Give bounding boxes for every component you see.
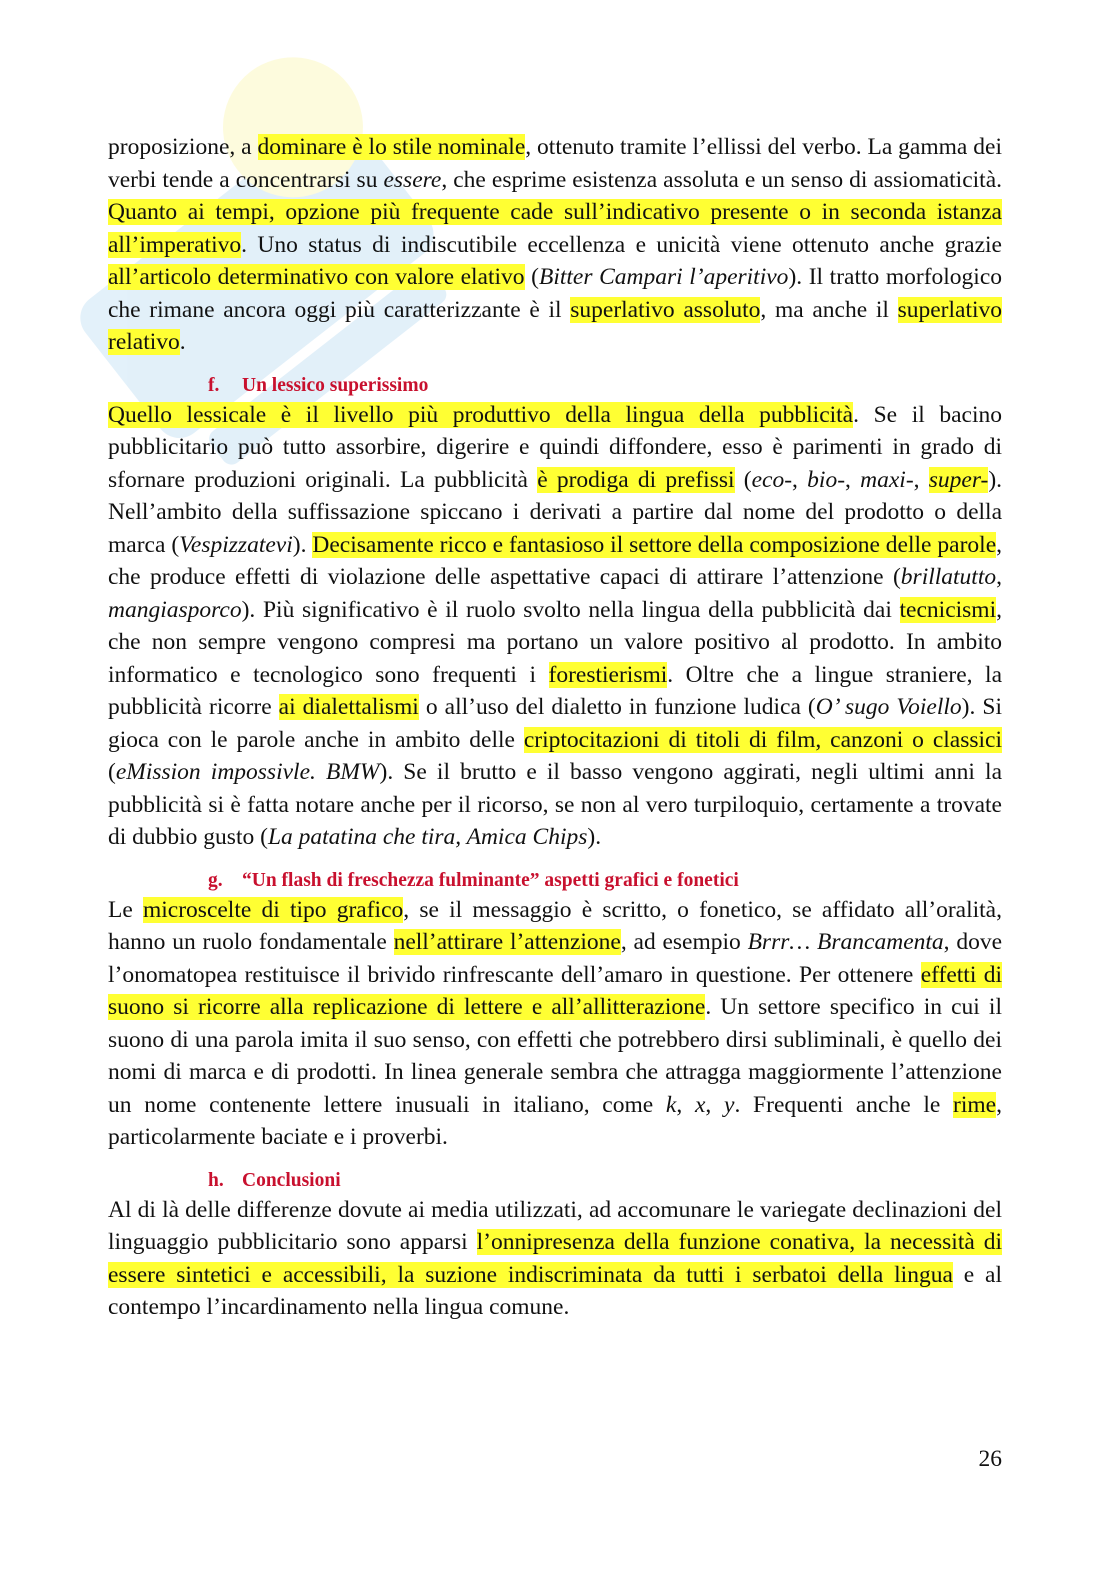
text-run: , [996, 564, 1002, 590]
text-run: proposizione, a [108, 134, 258, 160]
text-run: , [705, 1091, 725, 1118]
highlight-run: l’onnipresenza della funzione conativa, la necessità di essere sintetici e accessibili, la suzione indiscriminata da tutti i serbatoi della lingua [108, 1229, 1003, 1288]
italic-run: mangiasporco [108, 596, 242, 623]
italic-run: La patatina che tira, Amica Chips [267, 824, 588, 850]
text-run: , ma anche il [760, 296, 898, 323]
italic-run: brillatutto [900, 564, 997, 590]
text-run: . Se il bacino pubblicitario può tutto assorbire, digerire e quindi diffondere, esso è parimenti in grado di sfornare produzioni originali. La pubblicità [108, 401, 1003, 493]
highlight-run: rime [953, 1091, 997, 1118]
text-run: , [676, 1091, 695, 1118]
text-run: ( [734, 466, 752, 493]
text-run: e al contempo l’incardinamento nella lingua comune. [108, 1261, 1003, 1320]
italic-run: Bitter Campari l’aperitivo [538, 264, 789, 290]
highlight-run: Decisamente ricco e fantasioso il settore della composizione delle parole [312, 531, 997, 558]
highlight-run: Quanto ai tempi, opzione più frequente cade sull’indicativo presente o in seconda istanza all’imperativo [108, 199, 1002, 258]
section-letter: f. [208, 374, 220, 396]
text-run: -, [905, 466, 929, 493]
section-heading-f [108, 373, 1002, 399]
highlight-run: super- [928, 466, 989, 493]
highlight-run: ai dialettalismi [278, 694, 419, 720]
text-run: , dove l’onomatopea restituisce il brivido rinfrescante dell’amaro in questione. Per ottenere [108, 929, 1003, 988]
highlight-run: all’articolo determinativo con valore elativo [108, 264, 525, 290]
italic-run: eMission impossivle. BMW [115, 759, 380, 785]
highlight-run: Quello lessicale è il livello più produttivo della lingua della pubblicità [108, 401, 854, 428]
text-run: -, [837, 466, 861, 493]
italic-run: Vespizzatevi [179, 531, 293, 558]
text-run: o all’uso del dialetto in funzione ludica ( [418, 694, 816, 720]
italic-run: y [724, 1091, 735, 1118]
text-run: ). Più significativo è il ruolo svolto nella lingua della pubblicità dai [241, 596, 900, 623]
highlight-run: forestierismi [548, 661, 668, 688]
text-run: . Un settore specifico in cui il suono di una parola imita il suo senso, con effetti che potrebbero dirsi subliminali, è quello dei nomi di marca e di prodotti. In linea generale sembra che attragga maggiormente l’attenzione un nome contenente lettere inusuali in italiano, come [108, 994, 1002, 1118]
text-run: , particolarmente baciate e i proverbi. [108, 1091, 1002, 1150]
text-run: ). Si gioca con le parole anche in ambito delle [108, 694, 1002, 753]
text-run: -, [784, 466, 808, 493]
text-run: , che produce effetti di violazione delle aspettative capaci di attirare l’attenzione ( [108, 531, 1003, 590]
highlight-run: dominare è lo stile nominale [257, 134, 526, 160]
text-run: ( [524, 264, 539, 290]
text-run: ). Se il brutto e il basso vengono aggirati, negli ultimi anni la pubblicità si è fatta notare anche per il ricorso, se non al vero turpiloquio, certamente a trovate di dubbio gusto ( [108, 759, 1003, 850]
italic-run: essere [383, 166, 442, 193]
italic-run: maxi [860, 466, 906, 493]
paragraph-conclusioni [108, 1194, 1002, 1324]
text-run: . Oltre che a lingue straniere, la pubblicità ricorre [108, 661, 1003, 720]
highlight-run: superlativo assoluto [570, 296, 761, 323]
document-body [108, 131, 1002, 1324]
section-heading-h [108, 1168, 1002, 1194]
text-run: , ad esempio [620, 929, 748, 955]
text-run: ). [292, 531, 313, 558]
italic-run: bio [807, 466, 838, 493]
text-run: , se il messaggio è scritto, o fonetico, se affidato all’oralità, hanno un ruolo fondamentale [108, 896, 1002, 955]
paragraph-grafici-fonetici [108, 894, 1002, 1154]
section-letter: g. [208, 869, 223, 891]
text-run: ). [587, 824, 602, 850]
highlight-run: microscelte di tipo grafico [142, 896, 404, 923]
text-run: . Frequenti anche le [734, 1091, 954, 1118]
section-title: Conclusioni [242, 1169, 341, 1191]
text-run: . Uno status di indiscutibile eccellenza e unicità viene ottenuto anche grazie [241, 231, 1002, 258]
text-run: Le [108, 896, 143, 923]
text-run: ). Il tratto morfologico che rimane ancora oggi più caratterizzante è il [108, 264, 1003, 323]
highlight-run: effetti di suono si ricorre alla replicazione di lettere e all’allitterazione [108, 961, 1002, 1020]
text-run: , che non sempre vengono compresi ma portano un valore positivo al prodotto. In ambito informatico e tecnologico sono frequenti i [108, 596, 1002, 688]
highlight-run: è prodiga di prefissi [537, 466, 735, 493]
section-letter: h. [208, 1169, 224, 1191]
text-run: ( [108, 759, 116, 785]
text-run: . [179, 329, 186, 355]
highlight-run: nell’attirare l’attenzione [393, 929, 621, 955]
italic-run: eco [751, 466, 785, 493]
italic-run: O’ sugo Voiello [815, 694, 962, 720]
text-run: ). Nell’ambito della suffissazione spiccano i derivati a partire dal nome del prodotto o della marca ( [108, 466, 1003, 558]
paragraph-lessico [108, 399, 1002, 854]
section-title: Un lessico superissimo [242, 374, 429, 396]
text-run: Al di là delle differenze dovute ai media utilizzati, ad accomunare le variegate declinazioni del linguaggio pubblicitario sono apparsi [108, 1196, 1002, 1255]
italic-run: x [694, 1091, 706, 1118]
section-title: “Un flash di freschezza fulminante” aspetti grafici e fonetici [242, 869, 739, 891]
highlight-run: criptocitazioni di titoli di film, canzoni o classici [523, 726, 1002, 753]
highlight-run: superlativo relativo [108, 296, 1003, 355]
page-number: 26 [978, 1446, 1002, 1472]
paragraph-intro [108, 131, 1002, 359]
italic-run: Brrr… Brancamenta [747, 929, 944, 955]
text-run: , ottenuto tramite l’ellissi del verbo. La gamma dei verbi tende a concentrarsi su [108, 134, 1002, 193]
highlight-run: tecnicismi [899, 596, 997, 623]
italic-run: k [665, 1091, 677, 1118]
section-heading-g [108, 868, 1002, 894]
text-run: , che esprime esistenza assoluta e un senso di assiomaticità. [441, 166, 1003, 193]
